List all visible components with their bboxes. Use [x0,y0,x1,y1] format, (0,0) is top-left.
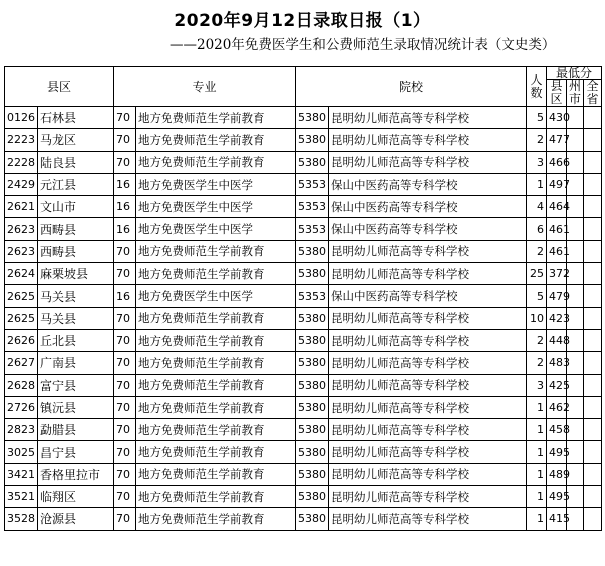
county-code-cell: 2628 [5,374,38,396]
school-name-cell: 昆明幼儿师范高等专科学校 [329,441,527,463]
school-code-cell: 5380 [296,396,329,418]
header-school: 院校 [296,67,527,107]
school-code-cell: 5380 [296,129,329,151]
province-min-score-cell [584,307,602,329]
header-province-level-line1: 全 [586,79,599,93]
major-name-cell: 地方免费师范生学前教育 [136,129,296,151]
school-name-cell: 保山中医药高等专科学校 [329,196,527,218]
county-min-score-cell: 423 [547,307,567,329]
major-name-cell: 地方免费师范生学前教育 [136,151,296,173]
major-name-cell: 地方免费师范生学前教育 [136,307,296,329]
county-code-cell: 2623 [5,240,38,262]
header-major: 专业 [114,67,296,107]
county-code-cell: 3421 [5,463,38,485]
header-count-line1: 人 [530,72,543,87]
school-name-cell: 昆明幼儿师范高等专科学校 [329,486,527,508]
county-min-score-cell: 464 [547,196,567,218]
school-code-cell: 5380 [296,329,329,351]
table-row [5,263,602,285]
major-code-cell: 70 [114,352,136,374]
school-name-cell: 昆明幼儿师范高等专科学校 [329,151,527,173]
count-cell: 2 [527,129,547,151]
major-code-cell: 70 [114,441,136,463]
count-cell: 1 [527,396,547,418]
province-min-score-cell [584,486,602,508]
county-name-cell: 西畴县 [38,240,114,262]
county-name-cell: 西畴县 [38,218,114,240]
school-name-cell: 昆明幼儿师范高等专科学校 [329,419,527,441]
count-cell: 2 [527,352,547,374]
school-name-cell: 昆明幼儿师范高等专科学校 [329,463,527,485]
county-code-cell: 2621 [5,196,38,218]
major-code-cell: 70 [114,263,136,285]
county-min-score-cell: 425 [547,374,567,396]
count-cell: 3 [527,151,547,173]
school-code-cell: 5380 [296,352,329,374]
county-name-cell: 广南县 [38,352,114,374]
table-row [5,151,602,173]
count-cell: 1 [527,463,547,485]
school-code-cell: 5380 [296,151,329,173]
header-province-level [584,80,602,107]
count-cell: 1 [527,173,547,195]
major-name-cell: 地方免费师范生学前教育 [136,396,296,418]
county-name-cell: 沧源县 [38,508,114,530]
province-min-score-cell [584,508,602,530]
table-row [5,374,602,396]
county-code-cell: 2625 [5,307,38,329]
province-min-score-cell [584,151,602,173]
table-row [5,129,602,151]
county-code-cell: 2726 [5,396,38,418]
school-code-cell: 5380 [296,419,329,441]
county-code-cell: 2624 [5,263,38,285]
table-body [5,107,602,531]
school-name-cell: 昆明幼儿师范高等专科学校 [329,329,527,351]
county-name-cell: 丘北县 [38,329,114,351]
major-code-cell: 16 [114,196,136,218]
major-code-cell: 70 [114,508,136,530]
school-name-cell: 昆明幼儿师范高等专科学校 [329,508,527,530]
count-cell: 2 [527,240,547,262]
county-name-cell: 马龙区 [38,129,114,151]
school-name-cell: 昆明幼儿师范高等专科学校 [329,307,527,329]
header-city-level-line1: 州 [569,79,582,93]
table-row [5,486,602,508]
county-min-score-cell: 479 [547,285,567,307]
county-name-cell: 陆良县 [38,151,114,173]
school-name-cell: 昆明幼儿师范高等专科学校 [329,374,527,396]
major-name-cell: 地方免费医学生中医学 [136,285,296,307]
province-min-score-cell [584,196,602,218]
county-min-score-cell: 461 [547,240,567,262]
table-row [5,196,602,218]
county-name-cell: 镇沅县 [38,396,114,418]
county-min-score-cell: 372 [547,263,567,285]
header-count [527,67,547,107]
major-name-cell: 地方免费师范生学前教育 [136,463,296,485]
province-min-score-cell [584,129,602,151]
count-cell: 1 [527,486,547,508]
province-min-score-cell [584,240,602,262]
header-county-level [547,80,567,107]
county-code-cell: 3025 [5,441,38,463]
header-county-level-line1: 县 [550,79,563,93]
table-row [5,107,602,129]
table-row [5,218,602,240]
count-cell: 4 [527,196,547,218]
school-name-cell: 昆明幼儿师范高等专科学校 [329,129,527,151]
count-cell: 1 [527,419,547,441]
county-name-cell: 麻栗坡县 [38,263,114,285]
major-name-cell: 地方免费师范生学前教育 [136,486,296,508]
major-code-cell: 70 [114,107,136,129]
county-code-cell: 2623 [5,218,38,240]
school-name-cell: 昆明幼儿师范高等专科学校 [329,396,527,418]
major-name-cell: 地方免费师范生学前教育 [136,374,296,396]
count-cell: 1 [527,441,547,463]
county-name-cell: 昌宁县 [38,441,114,463]
county-name-cell: 文山市 [38,196,114,218]
count-cell: 6 [527,218,547,240]
county-min-score-cell: 495 [547,441,567,463]
province-min-score-cell [584,173,602,195]
major-name-cell: 地方免费师范生学前教育 [136,263,296,285]
header-county: 县区 [5,67,114,107]
major-code-cell: 70 [114,329,136,351]
county-code-cell: 0126 [5,107,38,129]
county-min-score-cell: 483 [547,352,567,374]
province-min-score-cell [584,396,602,418]
major-code-cell: 70 [114,463,136,485]
province-min-score-cell [584,218,602,240]
admission-table [4,66,602,531]
school-code-cell: 5353 [296,173,329,195]
table-row [5,285,602,307]
county-code-cell: 2223 [5,129,38,151]
province-min-score-cell [584,329,602,351]
header-city-level-line2: 市 [569,92,582,106]
school-code-cell: 5380 [296,240,329,262]
school-code-cell: 5353 [296,285,329,307]
major-code-cell: 70 [114,374,136,396]
header-county-level-line2: 区 [550,92,563,106]
count-cell: 5 [527,285,547,307]
school-code-cell: 5380 [296,441,329,463]
major-name-cell: 地方免费医学生中医学 [136,218,296,240]
major-name-cell: 地方免费医学生中医学 [136,173,296,195]
county-min-score-cell: 497 [547,173,567,195]
school-code-cell: 5353 [296,196,329,218]
table-row [5,419,602,441]
province-min-score-cell [584,463,602,485]
county-code-cell: 2627 [5,352,38,374]
county-code-cell: 3521 [5,486,38,508]
province-min-score-cell [584,107,602,129]
county-code-cell: 3528 [5,508,38,530]
count-cell: 10 [527,307,547,329]
major-code-cell: 70 [114,129,136,151]
county-code-cell: 2429 [5,173,38,195]
county-name-cell: 马关县 [38,285,114,307]
county-min-score-cell: 448 [547,329,567,351]
table-row [5,329,602,351]
county-name-cell: 石林县 [38,107,114,129]
major-code-cell: 16 [114,173,136,195]
major-name-cell: 地方免费师范生学前教育 [136,107,296,129]
province-min-score-cell [584,441,602,463]
table-row [5,508,602,530]
school-name-cell: 保山中医药高等专科学校 [329,285,527,307]
count-cell: 25 [527,263,547,285]
county-min-score-cell: 430 [547,107,567,129]
report-title: 2020年9月12日录取日报（1） [174,11,431,31]
report-subtitle: ——2020年免费医学生和公费师范生录取情况统计表（文史类） [170,37,556,53]
county-min-score-cell: 462 [547,396,567,418]
table-header-row [5,67,602,80]
school-name-cell: 保山中医药高等专科学校 [329,173,527,195]
county-code-cell: 2823 [5,419,38,441]
school-code-cell: 5380 [296,307,329,329]
table-row [5,173,602,195]
county-code-cell: 2625 [5,285,38,307]
county-name-cell: 勐腊县 [38,419,114,441]
major-code-cell: 70 [114,396,136,418]
major-name-cell: 地方免费医学生中医学 [136,196,296,218]
header-count-line2: 数 [530,85,543,100]
header-min-score: 最低分 [547,67,602,80]
county-min-score-cell: 466 [547,151,567,173]
county-min-score-cell: 495 [547,486,567,508]
count-cell: 5 [527,107,547,129]
major-code-cell: 70 [114,307,136,329]
table-row [5,307,602,329]
county-min-score-cell: 458 [547,419,567,441]
table-row [5,463,602,485]
major-name-cell: 地方免费师范生学前教育 [136,240,296,262]
count-cell: 2 [527,329,547,351]
major-code-cell: 70 [114,151,136,173]
school-name-cell: 昆明幼儿师范高等专科学校 [329,263,527,285]
school-code-cell: 5380 [296,263,329,285]
school-code-cell: 5380 [296,508,329,530]
count-cell: 3 [527,374,547,396]
county-code-cell: 2228 [5,151,38,173]
major-code-cell: 16 [114,218,136,240]
county-min-score-cell: 461 [547,218,567,240]
table-row [5,396,602,418]
province-min-score-cell [584,352,602,374]
province-min-score-cell [584,374,602,396]
header-province-level-line2: 省 [586,92,599,106]
school-name-cell: 保山中医药高等专科学校 [329,218,527,240]
county-min-score-cell: 489 [547,463,567,485]
province-min-score-cell [584,263,602,285]
major-code-cell: 16 [114,285,136,307]
county-name-cell: 马关县 [38,307,114,329]
major-code-cell: 70 [114,240,136,262]
county-name-cell: 临翔区 [38,486,114,508]
school-code-cell: 5380 [296,486,329,508]
school-name-cell: 昆明幼儿师范高等专科学校 [329,240,527,262]
county-name-cell: 元江县 [38,173,114,195]
major-name-cell: 地方免费师范生学前教育 [136,352,296,374]
major-name-cell: 地方免费师范生学前教育 [136,508,296,530]
count-cell: 1 [527,508,547,530]
major-name-cell: 地方免费师范生学前教育 [136,441,296,463]
header-city-level [567,80,584,107]
major-name-cell: 地方免费师范生学前教育 [136,419,296,441]
table-row [5,352,602,374]
table-row [5,240,602,262]
school-code-cell: 5380 [296,374,329,396]
major-code-cell: 70 [114,486,136,508]
school-code-cell: 5380 [296,107,329,129]
county-min-score-cell: 415 [547,508,567,530]
school-name-cell: 昆明幼儿师范高等专科学校 [329,352,527,374]
province-min-score-cell [584,419,602,441]
major-code-cell: 70 [114,419,136,441]
county-name-cell: 香格里拉市 [38,463,114,485]
school-name-cell: 昆明幼儿师范高等专科学校 [329,107,527,129]
school-code-cell: 5380 [296,463,329,485]
county-name-cell: 富宁县 [38,374,114,396]
county-min-score-cell: 477 [547,129,567,151]
school-code-cell: 5353 [296,218,329,240]
county-code-cell: 2626 [5,329,38,351]
province-min-score-cell [584,285,602,307]
table-row [5,441,602,463]
major-name-cell: 地方免费师范生学前教育 [136,329,296,351]
